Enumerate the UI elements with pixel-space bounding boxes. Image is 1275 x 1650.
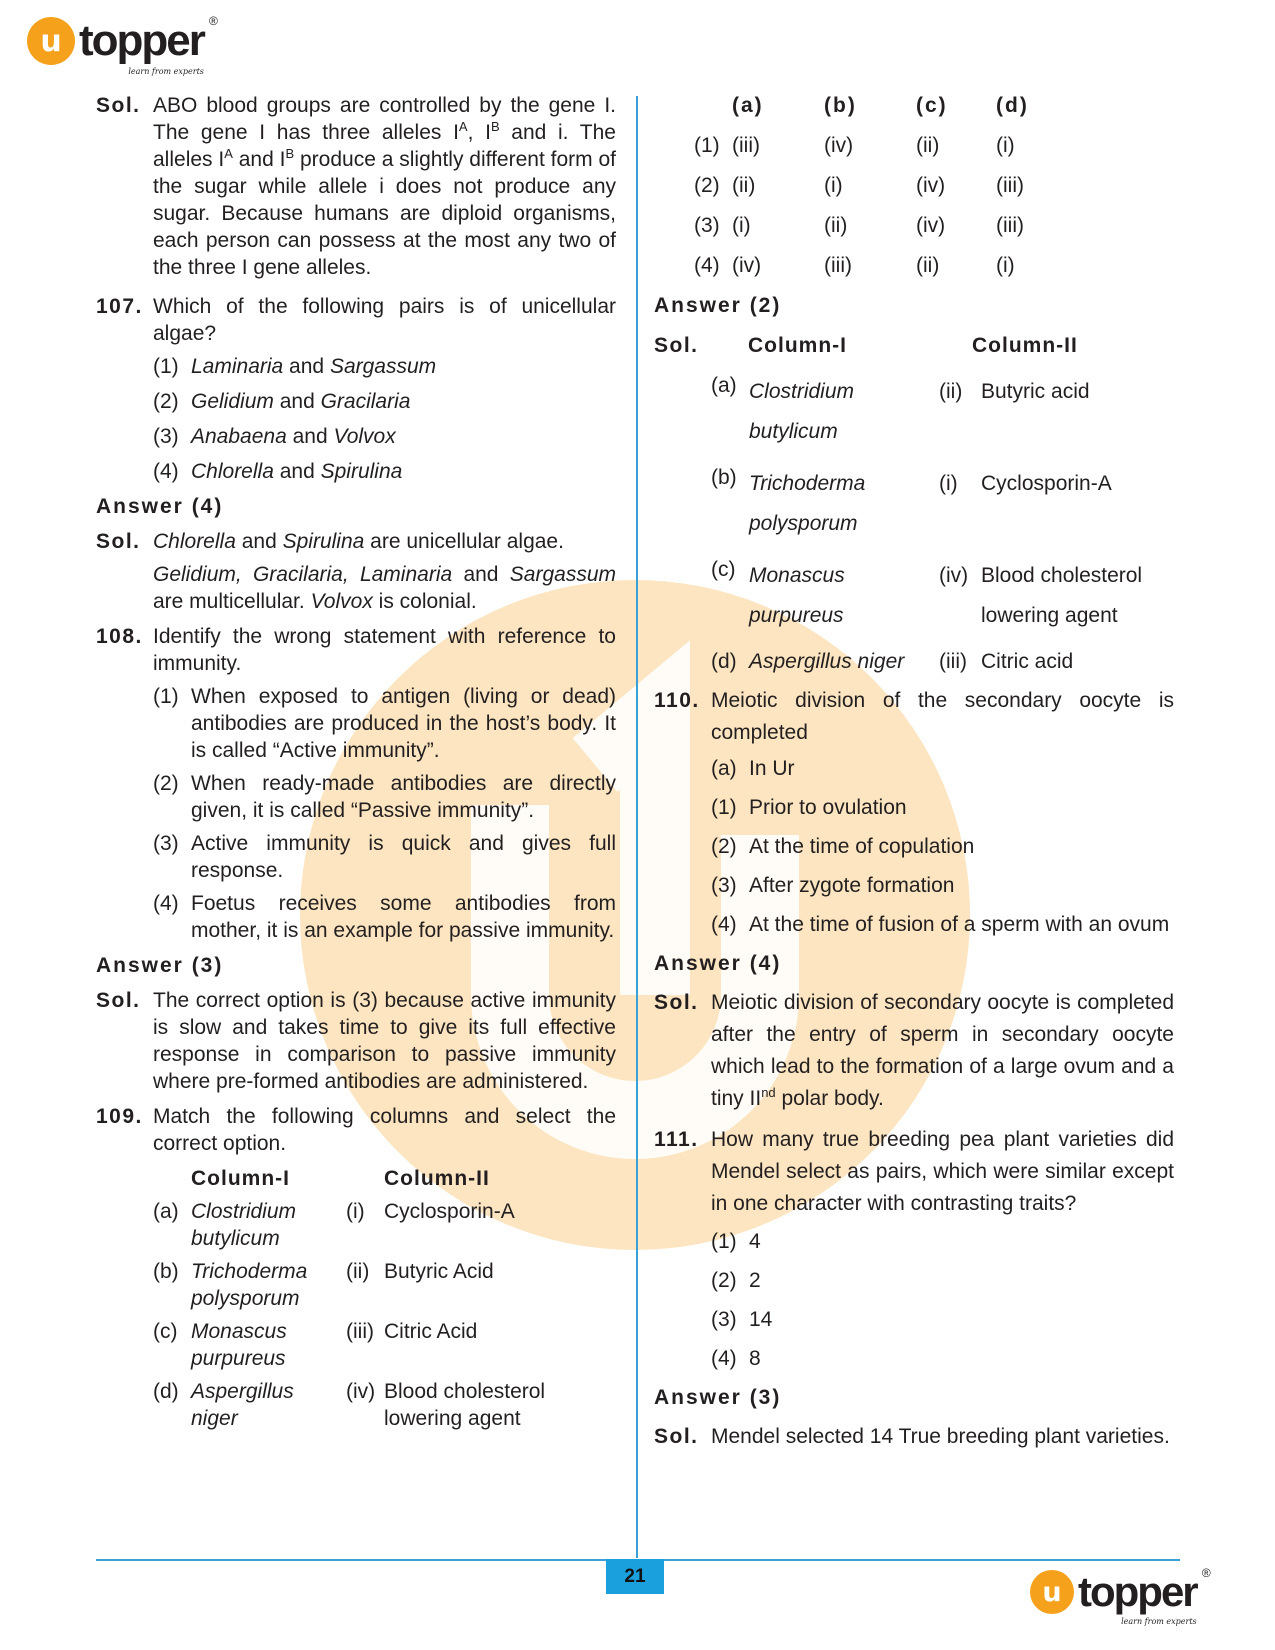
match-row: (d) Aspergillus niger (iv) Blood cholesterol lowering agent — [153, 1380, 546, 1430]
choice-row[interactable]: (2) (ii) (i) (iv) (iii) — [694, 174, 1024, 197]
question-107 — [96, 293, 616, 347]
answer-109: Answer (2) — [654, 294, 782, 317]
q109-choice-table — [694, 92, 1174, 280]
option-3[interactable]: (3) After zygote formation — [711, 874, 955, 897]
question-110 — [654, 685, 1174, 749]
match-table — [153, 1165, 616, 1432]
sol-match-row: (b) Trichoderma polysporum (i) Cyclosporin-A — [711, 466, 1112, 535]
registered-mark: ® — [1201, 1566, 1211, 1580]
sol-label: Sol. — [96, 530, 141, 553]
option-3[interactable]: (3) Anabaena and Volvox — [153, 425, 396, 448]
answer-111: Answer (3) — [654, 1386, 782, 1409]
match-row: (c) Monascus purpureus (iii) Citric Acid — [153, 1320, 478, 1370]
sol-label: Sol. — [654, 991, 699, 1014]
column-divider — [636, 96, 638, 1558]
question-text: Meiotic division of the secondary oocyte is completed — [711, 689, 1174, 744]
option-1[interactable]: (1) When exposed to antigen (living or dead) antibodies are produced in the host’s body. It is called “Active immunity”. — [153, 685, 616, 762]
sol-label: Sol. — [654, 334, 699, 357]
option-1[interactable]: (1) Prior to ovulation — [711, 796, 907, 819]
sol-label: Sol. — [96, 94, 141, 117]
solution-107 — [96, 528, 616, 555]
choice-row[interactable]: (1) (iii) (iv) (ii) (i) — [694, 134, 1015, 157]
sol-table-header: Column-I Column-II — [748, 334, 1078, 357]
option-1[interactable]: (1) 4 — [711, 1230, 761, 1253]
question-number: 110. — [654, 689, 700, 712]
question-111 — [654, 1124, 1174, 1220]
option-extra[interactable]: (a) In Ur — [711, 757, 795, 780]
topper-logo-header — [27, 14, 218, 76]
question-108 — [96, 623, 616, 677]
logo-tagline: learn from experts — [1121, 1617, 1197, 1626]
option-2[interactable]: (2) Gelidium and Gracilaria — [153, 390, 411, 413]
answer-107: Answer (4) — [96, 495, 224, 518]
sol-match-row: (a) Clostridium butylicum (ii) Butyric acid — [711, 374, 1090, 443]
logo-u-icon: u — [27, 17, 75, 65]
solution-text: The correct option is (3) because active immunity is slow and takes time to give its full effective response in comparison to passive immunity where pre-formed antibodies are administered. — [153, 989, 616, 1093]
option-4[interactable]: (4) Chlorella and Spirulina — [153, 460, 403, 483]
choice-header: (a) (b) (c) (d) — [732, 94, 1029, 117]
solution-text: ABO blood groups are controlled by the gene I. The gene I has three alleles $I^A$, $I^B$ and i. The alleles $I^A$ and $I^B$ produce a slightly different form of the sugar while allele i does not produce any sugar. Because humans are diploid organisms, each person can possess at the most any two of the three I gene alleles. — [153, 94, 617, 279]
solution-text: Mendel selected 14 True breeding plant varieties. — [711, 1425, 1170, 1448]
sol-match-table — [711, 372, 1174, 676]
logo-wordmark — [79, 14, 218, 76]
option-4[interactable]: (4) Foetus receives some antibodies from mother, it is an example for passive immunity. — [153, 892, 616, 942]
sol-label: Sol. — [654, 1425, 699, 1448]
solution-107-cont — [96, 561, 616, 615]
question-number: 109. — [96, 1105, 143, 1128]
answer-110: Answer (4) — [654, 952, 782, 975]
page-number: 21 — [606, 1559, 664, 1594]
question-109 — [96, 1103, 616, 1157]
question-text: Identify the wrong statement with reference to immunity. — [153, 625, 616, 675]
choice-row[interactable]: (4) (iv) (iii) (ii) (i) — [694, 254, 1015, 277]
right-column — [654, 92, 1174, 1453]
solution-110 — [654, 987, 1174, 1115]
match-row: (a) Clostridium butylicum (i) Cyclosporin-A — [153, 1200, 515, 1250]
option-2[interactable]: (2) 2 — [711, 1269, 761, 1292]
registered-mark: ® — [209, 14, 218, 28]
sol-match-row: (c) Monascus purpureus (iv) Blood cholesterol lowering agent — [711, 558, 1143, 627]
match-row: (b) Trichoderma polysporum (ii) Butyric Acid — [153, 1260, 494, 1310]
sol-label: Sol. — [96, 989, 141, 1012]
option-2[interactable]: (2) When ready-made antibodies are directly given, it is called “Passive immunity”. — [153, 772, 616, 822]
option-1[interactable]: (1) Laminaria and Sargassum — [153, 355, 437, 378]
option-3[interactable]: (3) 14 — [711, 1308, 773, 1331]
option-4[interactable]: (4) At the time of fusion of a sperm with an ovum — [711, 913, 1170, 936]
option-2[interactable]: (2) At the time of copulation — [711, 835, 975, 858]
option-3[interactable]: (3) Active immunity is quick and gives full response. — [153, 832, 616, 882]
question-number: 108. — [96, 625, 143, 648]
question-text: Match the following columns and select the correct option. — [153, 1105, 616, 1155]
solution-text: Chlorella and Spirulina are unicellular algae. — [153, 530, 564, 553]
solution-109 — [654, 332, 1174, 360]
logo-text: topper — [79, 16, 204, 65]
logo-wordmark — [1078, 1566, 1211, 1626]
solution-106 — [96, 92, 616, 281]
question-number: 107. — [96, 295, 143, 318]
sol-match-row: (d) Aspergillus niger (iii) Citric acid — [711, 650, 1074, 673]
solution-108 — [96, 987, 616, 1095]
question-number: 111. — [654, 1128, 699, 1151]
solution-111 — [654, 1421, 1174, 1453]
logo-u-icon: u — [1030, 1570, 1074, 1614]
option-4[interactable]: (4) 8 — [711, 1347, 761, 1370]
choice-row[interactable]: (3) (i) (ii) (iv) (iii) — [694, 214, 1024, 237]
solution-text: Meiotic division of secondary oocyte is completed after the entry of sperm in secondary oocyte which lead to the formation of a large ovum and a tiny IInd polar body. — [711, 991, 1174, 1110]
answer-108: Answer (3) — [96, 954, 224, 977]
left-column — [96, 92, 616, 1432]
solution-text: Gelidium, Gracilaria, Laminaria and Sargassum are multicellular. Volvox is colonial. — [153, 563, 616, 613]
logo-text: topper — [1078, 1568, 1197, 1615]
question-text: Which of the following pairs is of unicellular algae? — [153, 295, 616, 345]
match-table-header: Column-I Column-II — [191, 1167, 490, 1190]
topper-logo-footer — [1030, 1566, 1211, 1626]
question-text: How many true breeding pea plant varieties did Mendel select as pairs, which were similar except in one character with contrasting traits? — [711, 1128, 1174, 1215]
logo-tagline: learn from experts — [128, 67, 204, 76]
